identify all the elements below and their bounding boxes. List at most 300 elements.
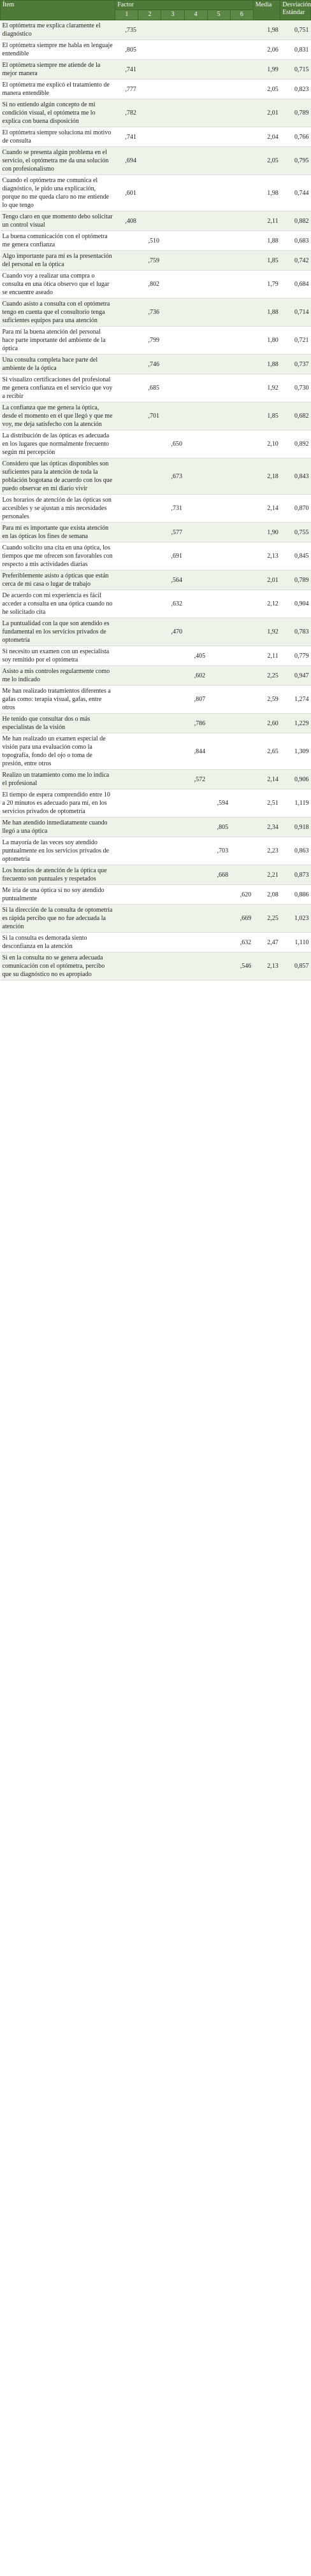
sd-value: 0,906 xyxy=(280,770,311,789)
factor-loading xyxy=(161,789,184,817)
factor-loading xyxy=(230,374,253,402)
factor-loading xyxy=(115,458,138,495)
factor-loading xyxy=(138,211,161,231)
table-row xyxy=(1,933,311,952)
item-text: Si no entiendo algún concepto de mi condición visual, el optómetra me lo explica con buena disposición xyxy=(1,99,115,127)
table-row xyxy=(1,127,311,147)
sd-value: 0,683 xyxy=(280,231,311,251)
factor-loading xyxy=(115,271,138,299)
table-row xyxy=(1,355,311,374)
factor-loading xyxy=(230,299,253,327)
factor-loading xyxy=(115,952,138,980)
factor-loading xyxy=(138,147,161,175)
factor-loading: ,782 xyxy=(115,99,138,127)
item-text: He tenido que consultar dos o más especialistas de la visión xyxy=(1,714,115,733)
factor-loading: ,759 xyxy=(138,251,161,271)
item-text: La distribución de las ópticas es adecuada en los lugares que normalmente frecuento según mi percepción xyxy=(1,430,115,458)
table-row xyxy=(1,495,311,523)
factor-loading: ,572 xyxy=(184,770,207,789)
factor-loading xyxy=(184,570,207,590)
factor-loading xyxy=(207,80,230,99)
factor-loading xyxy=(161,127,184,147)
factor-loading: ,685 xyxy=(138,374,161,402)
factor-loading xyxy=(184,251,207,271)
factor-loading xyxy=(161,271,184,299)
factor-loading xyxy=(207,374,230,402)
factor-loading xyxy=(207,666,230,686)
sd-value: 0,751 xyxy=(280,20,311,40)
sd-value: 1,119 xyxy=(280,789,311,817)
factor-loading xyxy=(115,646,138,666)
factor-loading xyxy=(207,590,230,618)
table-row xyxy=(1,60,311,80)
factor-loading xyxy=(207,402,230,430)
table-row xyxy=(1,458,311,495)
item-text: Asisto a mis controles regularmente como me lo indicado xyxy=(1,666,115,686)
factor-loading xyxy=(207,299,230,327)
factor-loading xyxy=(230,817,253,837)
factor-loading xyxy=(161,40,184,60)
table-row xyxy=(1,590,311,618)
item-text: Cuando el optómetra me comunica el diagnóstico, le pido una explicación, porque no me queda claro no me entiende lo que tengo xyxy=(1,175,115,211)
factor-loading xyxy=(184,789,207,817)
factor-loading xyxy=(161,99,184,127)
mean-value: 2,14 xyxy=(253,495,280,523)
item-text: Cuando se presenta algún problema en el servicio, el optómetra me da una solución con profesionalismo xyxy=(1,147,115,175)
factor-loading xyxy=(138,666,161,686)
factor-loading xyxy=(184,60,207,80)
factor-loading xyxy=(207,99,230,127)
factor-loading: ,736 xyxy=(138,299,161,327)
factor-loading: ,510 xyxy=(138,231,161,251)
factor-loading xyxy=(161,299,184,327)
factor-loading xyxy=(161,885,184,905)
mean-value: 2,25 xyxy=(253,666,280,686)
factor-loading xyxy=(207,20,230,40)
factor-loading xyxy=(115,495,138,523)
mean-value: 2,13 xyxy=(253,542,280,570)
factor-loading xyxy=(115,430,138,458)
sd-value: 0,947 xyxy=(280,666,311,686)
table-body xyxy=(1,20,311,980)
factor-loading xyxy=(184,127,207,147)
factor-loading xyxy=(161,147,184,175)
factor-loading xyxy=(161,355,184,374)
header-factor-number: 4 xyxy=(184,10,207,20)
factor-loading xyxy=(138,20,161,40)
factor-loading xyxy=(184,933,207,952)
factor-loading xyxy=(207,495,230,523)
table-row xyxy=(1,402,311,430)
item-text: La confianza que me genera la óptica, desde el momento en el que llegó y que me voy, me deja satisfecho con la atención xyxy=(1,402,115,430)
sd-value: 0,766 xyxy=(280,127,311,147)
factor-loading xyxy=(184,147,207,175)
table-row xyxy=(1,430,311,458)
table-row xyxy=(1,211,311,231)
factor-loading xyxy=(115,865,138,885)
factor-loading xyxy=(161,952,184,980)
mean-value: 1,90 xyxy=(253,523,280,542)
mean-value: 1,98 xyxy=(253,20,280,40)
item-text: De acuerdo con mi experiencia es fácil acceder a consulta en una óptica cuando no he solicitado cita xyxy=(1,590,115,618)
factor-loading xyxy=(138,714,161,733)
factor-loading: ,735 xyxy=(115,20,138,40)
factor-loading xyxy=(184,430,207,458)
factor-loading: ,405 xyxy=(184,646,207,666)
factor-loading xyxy=(230,430,253,458)
factor-loading xyxy=(184,327,207,355)
factor-loading xyxy=(115,402,138,430)
sd-value: 0,892 xyxy=(280,430,311,458)
factor-loading xyxy=(184,374,207,402)
factor-loading xyxy=(184,905,207,933)
sd-value: 0,779 xyxy=(280,646,311,666)
factor-loading: ,601 xyxy=(115,175,138,211)
factor-loading xyxy=(207,430,230,458)
mean-value: 1,88 xyxy=(253,355,280,374)
factor-loading xyxy=(207,646,230,666)
factor-loading: ,741 xyxy=(115,127,138,147)
factor-loading xyxy=(207,686,230,714)
item-text: Los horarios de atención de la óptica que frecuento son puntuales y respetados xyxy=(1,865,115,885)
item-text: Si necesito un examen con un especialista soy remitido por el optómetra xyxy=(1,646,115,666)
factor-loading xyxy=(115,523,138,542)
factor-loading xyxy=(138,542,161,570)
factor-loading xyxy=(230,618,253,646)
table-row xyxy=(1,646,311,666)
factor-loading xyxy=(184,211,207,231)
factor-loading xyxy=(161,60,184,80)
factor-loading xyxy=(230,770,253,789)
mean-value: 2,12 xyxy=(253,590,280,618)
sd-value: 0,882 xyxy=(280,211,311,231)
mean-value: 1,79 xyxy=(253,271,280,299)
factor-loading xyxy=(207,231,230,251)
header-factor-number: 5 xyxy=(207,10,230,20)
mean-value: 1,85 xyxy=(253,251,280,271)
factor-loading xyxy=(138,523,161,542)
table-row xyxy=(1,20,311,40)
mean-value: 2,04 xyxy=(253,127,280,147)
table-row xyxy=(1,952,311,980)
table-row xyxy=(1,817,311,837)
table-row xyxy=(1,99,311,127)
factor-loading: ,632 xyxy=(230,933,253,952)
sd-value: 0,904 xyxy=(280,590,311,618)
factor-loading: ,668 xyxy=(207,865,230,885)
factor-loading xyxy=(184,458,207,495)
mean-value: 1,99 xyxy=(253,60,280,80)
mean-value: 2,47 xyxy=(253,933,280,952)
factor-loading xyxy=(207,60,230,80)
header-factor-number: 2 xyxy=(138,10,161,20)
factor-loading: ,777 xyxy=(115,80,138,99)
sd-value: 0,755 xyxy=(280,523,311,542)
factor-loading xyxy=(161,686,184,714)
factor-loading: ,650 xyxy=(161,430,184,458)
sd-value: 1,023 xyxy=(280,905,311,933)
factor-loading xyxy=(184,40,207,60)
table-row xyxy=(1,80,311,99)
factor-loading xyxy=(161,666,184,686)
factor-loading xyxy=(138,458,161,495)
factor-loading xyxy=(184,231,207,251)
factor-loading xyxy=(138,817,161,837)
item-text: Cuando solicito una cita en una óptica, los tiempos que me ofrecen son favorables con respecto a mis actividades diarias xyxy=(1,542,115,570)
factor-loading xyxy=(230,355,253,374)
sd-value: 0,789 xyxy=(280,570,311,590)
table-row xyxy=(1,837,311,865)
table-row xyxy=(1,147,311,175)
factor-loading: ,741 xyxy=(115,60,138,80)
table-row xyxy=(1,714,311,733)
factor-loading: ,805 xyxy=(115,40,138,60)
factor-loading: ,746 xyxy=(138,355,161,374)
factor-loading xyxy=(184,99,207,127)
mean-value: 2,59 xyxy=(253,686,280,714)
mean-value: 1,92 xyxy=(253,374,280,402)
factor-loading xyxy=(115,905,138,933)
item-text: Cuando asisto a consulta con el optómetra tengo en cuenta que el consultorio tenga suficientes equipos para una atención xyxy=(1,299,115,327)
mean-value: 2,65 xyxy=(253,733,280,770)
factor-loading xyxy=(207,542,230,570)
factor-loading xyxy=(138,905,161,933)
factor-loading xyxy=(138,570,161,590)
sd-value: 0,682 xyxy=(280,402,311,430)
item-text: Me han realizado tratamientos diferentes a gafas como: terapia visual, gafas, entre otros xyxy=(1,686,115,714)
factor-loading xyxy=(184,817,207,837)
mean-value: 2,18 xyxy=(253,458,280,495)
item-text: La buena comunicación con el optómetra me genera confianza xyxy=(1,231,115,251)
factor-loading xyxy=(138,686,161,714)
factor-loading xyxy=(184,271,207,299)
factor-loading xyxy=(138,590,161,618)
factor-loading xyxy=(161,211,184,231)
header-sd: Desviación Estándar xyxy=(280,1,311,20)
factor-loading xyxy=(207,458,230,495)
mean-value: 1,88 xyxy=(253,231,280,251)
factor-loading xyxy=(230,60,253,80)
factor-loading xyxy=(115,590,138,618)
factor-loading: ,673 xyxy=(161,458,184,495)
factor-loading xyxy=(115,714,138,733)
factor-loading xyxy=(138,952,161,980)
item-text: Si la consulta es demorada siento desconfianza en la atención xyxy=(1,933,115,952)
factor-loading xyxy=(161,327,184,355)
factor-loading: ,691 xyxy=(161,542,184,570)
item-text: El optómetra siempre me habla en lenguaje entendible xyxy=(1,40,115,60)
factor-loading xyxy=(230,127,253,147)
item-text: Si la dirección de la consulta de optometría es rápida percibo que no fue adecuada la atención xyxy=(1,905,115,933)
factor-loading xyxy=(230,327,253,355)
factor-loading xyxy=(184,952,207,980)
factor-loading xyxy=(184,402,207,430)
mean-value: 2,11 xyxy=(253,646,280,666)
factor-loading xyxy=(115,686,138,714)
item-text: Para mí es importante que exista atención en las ópticas los fines de semana xyxy=(1,523,115,542)
factor-loading xyxy=(230,570,253,590)
mean-value: 2,01 xyxy=(253,99,280,127)
sd-value: 1,274 xyxy=(280,686,311,714)
factor-loading xyxy=(161,933,184,952)
factor-loading xyxy=(138,789,161,817)
factor-loading xyxy=(207,327,230,355)
factor-loading xyxy=(207,885,230,905)
item-text: Me han atendido inmediatamente cuando llegó a una óptica xyxy=(1,817,115,837)
factor-loading xyxy=(115,570,138,590)
factor-loading xyxy=(184,80,207,99)
mean-value: 1,80 xyxy=(253,327,280,355)
factor-loading: ,844 xyxy=(184,733,207,770)
sd-value: 0,918 xyxy=(280,817,311,837)
factor-loading xyxy=(207,271,230,299)
factor-loading: ,807 xyxy=(184,686,207,714)
factor-loading xyxy=(138,933,161,952)
mean-value: 1,85 xyxy=(253,402,280,430)
item-text: Una consulta completa hace parte del ambiente de la óptica xyxy=(1,355,115,374)
mean-value: 2,21 xyxy=(253,865,280,885)
factor-loading xyxy=(207,211,230,231)
factor-loading: ,546 xyxy=(230,952,253,980)
factor-loading xyxy=(230,175,253,211)
factor-loading xyxy=(184,885,207,905)
factor-loading xyxy=(161,80,184,99)
factor-loading xyxy=(207,251,230,271)
sd-value: 0,789 xyxy=(280,99,311,127)
factor-analysis-table xyxy=(0,0,311,980)
factor-loading xyxy=(138,80,161,99)
sd-value: 0,886 xyxy=(280,885,311,905)
factor-loading: ,802 xyxy=(138,271,161,299)
factor-loading: ,799 xyxy=(138,327,161,355)
factor-loading xyxy=(161,646,184,666)
mean-value: 2,05 xyxy=(253,147,280,175)
factor-loading xyxy=(230,99,253,127)
factor-loading xyxy=(207,355,230,374)
table-row xyxy=(1,885,311,905)
sd-value: 0,873 xyxy=(280,865,311,885)
factor-loading xyxy=(230,590,253,618)
factor-loading xyxy=(115,231,138,251)
factor-loading xyxy=(115,837,138,865)
factor-loading xyxy=(115,666,138,686)
factor-loading xyxy=(115,789,138,817)
factor-loading xyxy=(115,770,138,789)
factor-loading xyxy=(207,618,230,646)
sd-value: 0,795 xyxy=(280,147,311,175)
factor-loading: ,703 xyxy=(207,837,230,865)
table-row xyxy=(1,299,311,327)
factor-loading xyxy=(138,865,161,885)
factor-loading xyxy=(184,299,207,327)
sd-value: 0,715 xyxy=(280,60,311,80)
sd-value: 1,309 xyxy=(280,733,311,770)
factor-loading xyxy=(138,646,161,666)
factor-loading xyxy=(207,40,230,60)
factor-loading xyxy=(115,618,138,646)
item-text: Cuando voy a realizar una compra o consulta en una ótica observo que el lugar se encuentre aseado xyxy=(1,271,115,299)
factor-loading xyxy=(230,40,253,60)
factor-loading xyxy=(161,402,184,430)
item-text: El optómetra me explicó el tratamiento de manera entendible xyxy=(1,80,115,99)
factor-loading xyxy=(230,542,253,570)
factor-loading xyxy=(115,299,138,327)
sd-value: 0,845 xyxy=(280,542,311,570)
sd-value: 0,714 xyxy=(280,299,311,327)
table-row xyxy=(1,789,311,817)
sd-value: 0,744 xyxy=(280,175,311,211)
sd-value: 0,783 xyxy=(280,618,311,646)
item-text: El optómetra siempre soluciona mi motivo de consulta xyxy=(1,127,115,147)
table-row xyxy=(1,686,311,714)
factor-loading: ,620 xyxy=(230,885,253,905)
item-text: Algo importante para mí es la presentación del personal en la óptica xyxy=(1,251,115,271)
factor-loading xyxy=(230,251,253,271)
factor-loading: ,594 xyxy=(207,789,230,817)
item-text: Si visualizo certificaciones del profesional me genera confianza en el servicio que voy a recibir xyxy=(1,374,115,402)
mean-value: 2,11 xyxy=(253,211,280,231)
factor-loading xyxy=(138,495,161,523)
factor-loading xyxy=(184,495,207,523)
factor-loading: ,632 xyxy=(161,590,184,618)
factor-loading xyxy=(161,817,184,837)
factor-loading xyxy=(230,80,253,99)
factor-loading: ,564 xyxy=(161,570,184,590)
factor-loading xyxy=(138,733,161,770)
factor-loading: ,805 xyxy=(207,817,230,837)
sd-value: 1,229 xyxy=(280,714,311,733)
mean-value: 2,06 xyxy=(253,40,280,60)
table-row xyxy=(1,666,311,686)
factor-loading xyxy=(207,523,230,542)
item-text: Me han realizado un examen especial de visión para una evaluación como la topografía, fondo del ojo o toma de presión, entre otros xyxy=(1,733,115,770)
table-row xyxy=(1,271,311,299)
item-text: La puntualidad con la que son atendido es fundamental en los servicios privados de optometría xyxy=(1,618,115,646)
factor-loading: ,786 xyxy=(184,714,207,733)
factor-loading xyxy=(138,618,161,646)
factor-loading: ,701 xyxy=(138,402,161,430)
factor-loading xyxy=(115,251,138,271)
header-item: Ítem xyxy=(1,1,115,20)
sd-value: 0,684 xyxy=(280,271,311,299)
table-row xyxy=(1,905,311,933)
sd-value: 0,721 xyxy=(280,327,311,355)
mean-value: 2,13 xyxy=(253,952,280,980)
factor-loading xyxy=(161,770,184,789)
factor-loading xyxy=(138,770,161,789)
factor-loading xyxy=(207,770,230,789)
factor-loading xyxy=(138,60,161,80)
factor-loading xyxy=(184,618,207,646)
header-factor-number: 3 xyxy=(161,10,184,20)
header-factor: Factor xyxy=(115,1,253,10)
factor-loading: ,577 xyxy=(161,523,184,542)
item-text: Me iría de una óptica si no soy atendido puntualmente xyxy=(1,885,115,905)
sd-value: 0,823 xyxy=(280,80,311,99)
factor-loading: ,602 xyxy=(184,666,207,686)
mean-value: 2,34 xyxy=(253,817,280,837)
factor-loading xyxy=(230,686,253,714)
factor-loading xyxy=(230,646,253,666)
factor-loading xyxy=(207,733,230,770)
table-row xyxy=(1,231,311,251)
item-text: Realizo un tratamiento como me lo indica el profesional xyxy=(1,770,115,789)
factor-loading xyxy=(184,865,207,885)
sd-value: 1,110 xyxy=(280,933,311,952)
item-text: El optómetra siempre me atiende de la mejor manera xyxy=(1,60,115,80)
table-row xyxy=(1,570,311,590)
factor-loading xyxy=(138,885,161,905)
